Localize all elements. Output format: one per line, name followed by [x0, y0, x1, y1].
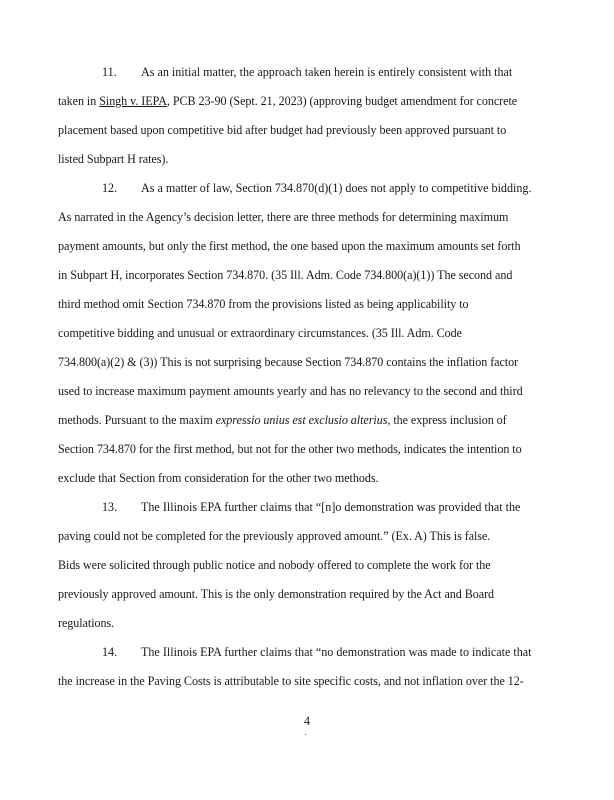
scan-artifact-dot: [305, 734, 306, 735]
paragraph-text-line: The Illinois EPA further claims that “no demonstration was made to indicate that: [141, 645, 532, 659]
paragraph-text-line: Section 734.870 for the first method, but not for the other two methods, indicates the intention to: [58, 442, 522, 456]
paragraph-number: 13.: [102, 500, 118, 514]
paragraph-text-line: [58, 413, 507, 428]
paragraph-text-line: third method omit Section 734.870 from the provisions listed as being applicability to: [58, 297, 469, 311]
paragraph-text-line: regulations.: [58, 616, 115, 630]
paragraph-text-line: [58, 94, 517, 109]
paragraph-number: 14.: [102, 645, 118, 659]
text-run: , the express inclusion of: [387, 413, 507, 427]
paragraph-text-line: previously approved amount. This is the only demonstration required by the Act and Board: [58, 587, 495, 601]
paragraph-text-line: competitive bidding and unusual or extraordinary circumstances. (35 Ill. Adm. Code: [58, 326, 462, 340]
text-run: , PCB 23-90 (Sept. 21, 2023) (approving budget amendment for concrete: [166, 94, 518, 108]
paragraph-text-line: 734.800(a)(2) & (3)) This is not surprising because Section 734.870 contains the inflation factor: [58, 355, 519, 369]
paragraph-text-line: As an initial matter, the approach taken herein is entirely consistent with that: [141, 65, 513, 79]
paragraph-number: 11.: [102, 65, 117, 79]
paragraph-text-line: As narrated in the Agency’s decision letter, there are three methods for determining maximum: [58, 210, 509, 224]
text-run: taken in: [58, 94, 100, 108]
case-citation: Singh v. IEPA: [99, 94, 167, 108]
paragraph-text-line: exclude that Section from consideration for the other two methods.: [58, 471, 379, 485]
paragraph-text-line: the increase in the Paving Costs is attributable to site specific costs, and not inflation over the 12-: [58, 674, 524, 688]
paragraph-text-line: Bids were solicited through public notice and nobody offered to complete the work for the: [58, 558, 491, 572]
paragraph-text-line: in Subpart H, incorporates Section 734.870. (35 Ill. Adm. Code 734.800(a)(1)) The second and: [58, 268, 513, 282]
paragraph-text-line: listed Subpart H rates).: [58, 152, 169, 166]
paragraph-text-line: placement based upon competitive bid after budget had previously been approved pursuant to: [58, 123, 507, 137]
page-number: 4: [303, 714, 311, 728]
paragraph-text-line: paving could not be completed for the previously approved amount.” (Ex. A) This is false.: [58, 529, 491, 543]
paragraph-number: 12.: [102, 181, 118, 195]
paragraph-text-line: payment amounts, but only the first method, the one based upon the maximum amounts set forth: [58, 239, 521, 253]
paragraph-text-line: used to increase maximum payment amounts yearly and has no relevancy to the second and third: [58, 384, 523, 398]
text-run: methods. Pursuant to the maxim: [58, 413, 216, 427]
latin-maxim: expressio unius est exclusio alterius: [215, 413, 388, 427]
paragraph-text-line: As a matter of law, Section 734.870(d)(1) does not apply to competitive bidding.: [141, 181, 532, 195]
paragraph-text-line: The Illinois EPA further claims that “[n]o demonstration was provided that the: [141, 500, 521, 514]
